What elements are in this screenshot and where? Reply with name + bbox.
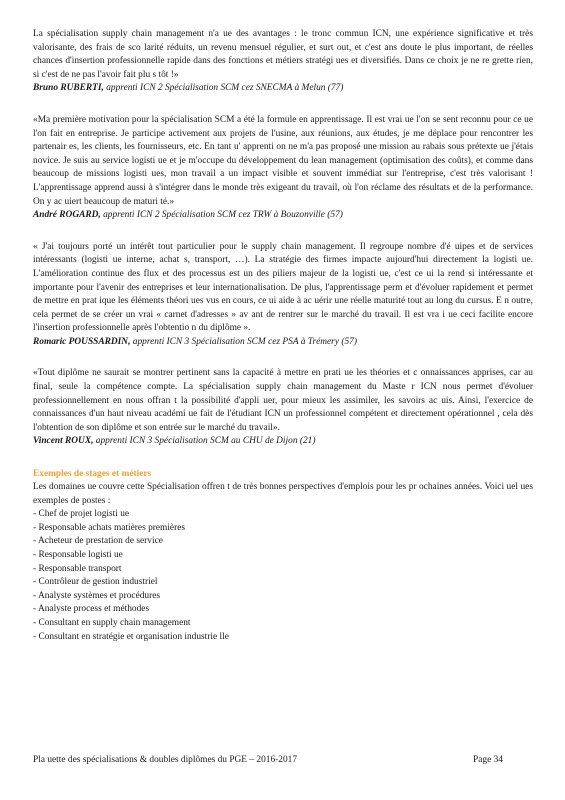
signature-role: apprenti ICN 2 Spécialisation SCM cez SNECMA à Melun (77) xyxy=(103,83,344,94)
list-item: - Consultant en supply chain management xyxy=(33,617,191,628)
list-item: - Analyste process et méthodes xyxy=(33,604,150,615)
page-number: Page 34 xyxy=(473,755,503,765)
signature-name: Vincent ROUX, xyxy=(33,436,94,447)
list-item: - Chef de projet logisti ue xyxy=(33,509,130,520)
list-item: - Consultant en stratégie et organisation industrie lle xyxy=(33,631,229,642)
testimonial-paragraph: «Ma première motivation pour la spécialisation SCM a été la formule en apprentissage. Il est vrai ue l'on se sent reconnu pour ce ue l'on fait en entreprise. Je participe activement aux projets de l'usine, aux réunions, aux études, je me déplace pour rencontrer les partenair es, les clients, les fournisseurs, etc. En tant u' apprenti on ne m'a pas proposé une mission au rabais sous prétexte ue j'étais novice. Je suis au service logisti ue et je m'occupe du développement du lean management (optimisation des coûts), et comme dans beaucoup de missions logisti ues, mon travail a un impact visible et souvent immédiat sur l'entreprise, c'est très valorisant ! L'apprentissage apprend aussi à s'intégrer dans le monde très exigeant du travail, où l'on réclame des résultats et de la performance. On y ac uiert beaucoup de maturi té.» xyxy=(33,114,533,207)
page-content xyxy=(33,28,533,644)
signature-line xyxy=(33,336,533,350)
signature-role: apprenti ICN 2 Spécialisation SCM cez TRW à Bouzonville (57) xyxy=(100,210,343,221)
footer-title: Pla uette des spécialisations & doubles diplômes du PGE – 2016-2017 xyxy=(33,755,298,765)
list-item: - Analyste systèmes et procédures xyxy=(33,590,161,601)
list-item: - Contrôleur de gestion industriel xyxy=(33,577,158,588)
testimonial-paragraph: «Tout diplôme ne saurait se montrer pertinent sans la capacité à mettre en prati ue les théories et c onnaissances apprises, car au final, seule la compétence compte. La spécialisation supply chain management du Maste r ICN nous permet d'évoluer professionnellement en nous offran t la possibilité d'appli uer, pour mieux les assimiler, les savoirs ac uis. Ainsi, l'exercice de connaissances d'un haut niveau académi ue fait de l'étudiant ICN un professionnel compétent et directement opérationnel , cela dès l'obtention de son diplôme et son entrée sur le marché du travail». xyxy=(33,368,533,433)
list-item: - Responsable achats matières premières xyxy=(33,522,186,533)
signature-role: apprenti ICN 3 Spécialisation SCM cez PSA à Trémery (57) xyxy=(130,336,357,347)
signature-role: apprenti ICN 3 Spécialisation SCM au CHU de Dijon (21) xyxy=(93,436,316,447)
signature-name: Romaric POUSSARDIN, xyxy=(33,336,131,347)
list-item: - Responsable logisti ue xyxy=(33,550,123,560)
signature-line xyxy=(33,82,533,96)
signature-name: André ROGARD, xyxy=(33,210,101,221)
list-item: - Acheteur de prestation de service xyxy=(33,536,163,547)
signature-line xyxy=(33,435,533,449)
job-list xyxy=(33,508,533,644)
section-heading: Exemples de stages et métiers xyxy=(33,469,152,480)
page-footer xyxy=(33,755,503,765)
section-intro: Les domaines ue couvre cette Spécialisation offren t de très bonnes perspectives d'emplois pour les pr ochaines années. Voici uel ues exemples de postes : xyxy=(33,482,533,506)
intro-paragraph: La spécialisation supply chain management n'a ue des avantages : le tronc commun ICN, une expérience significative et très valorisante, des frais de sco larité réduits, un revenu mensuel régulier, et surt out, et c'est ans doute le plus important, de réelles chances d'insertion professionnelle rapide dans des fonctions et métiers stratégi ues et diversifiés. Dans ce choix je ne re grette rien, si c'est de ne pas l'avoir fait plu s tôt !» xyxy=(33,29,533,80)
list-item: - Responsable transport xyxy=(33,563,122,574)
testimonial-paragraph: « J'ai toujours porté un intérêt tout particulier pour le supply chain management. Il regroupe nombre d'é uipes et de services intéressants (logisti ue interne, achat s, transport, …). La stratégie des firmes impacte aujourd'hui directement la logisti ue. L'amélioration continue des flux et des processus est un des piliers majeur de la logisti ue, c'est ce ui la rend si intéressante et importante pour l'avenir des entreprises et leur internationalisation. De plus, l'apprentissage perm et d'évoluer rapidement et permet de mettre en prat ique les éléments théori ues vus en cours, ce ui aide à ac uérir une réelle maturité tout au long du cursus. E n outre, cela permet de se créer un vrai « carnet d'adresses » av ant de rentrer sur le marché du travail. Il est vra i ue ceci facilite encore l'insertion professionnelle après l'obtentio n du diplôme ». xyxy=(33,241,533,334)
signature-name: Bruno RUBERTI, xyxy=(33,83,104,94)
signature-line xyxy=(33,209,533,223)
